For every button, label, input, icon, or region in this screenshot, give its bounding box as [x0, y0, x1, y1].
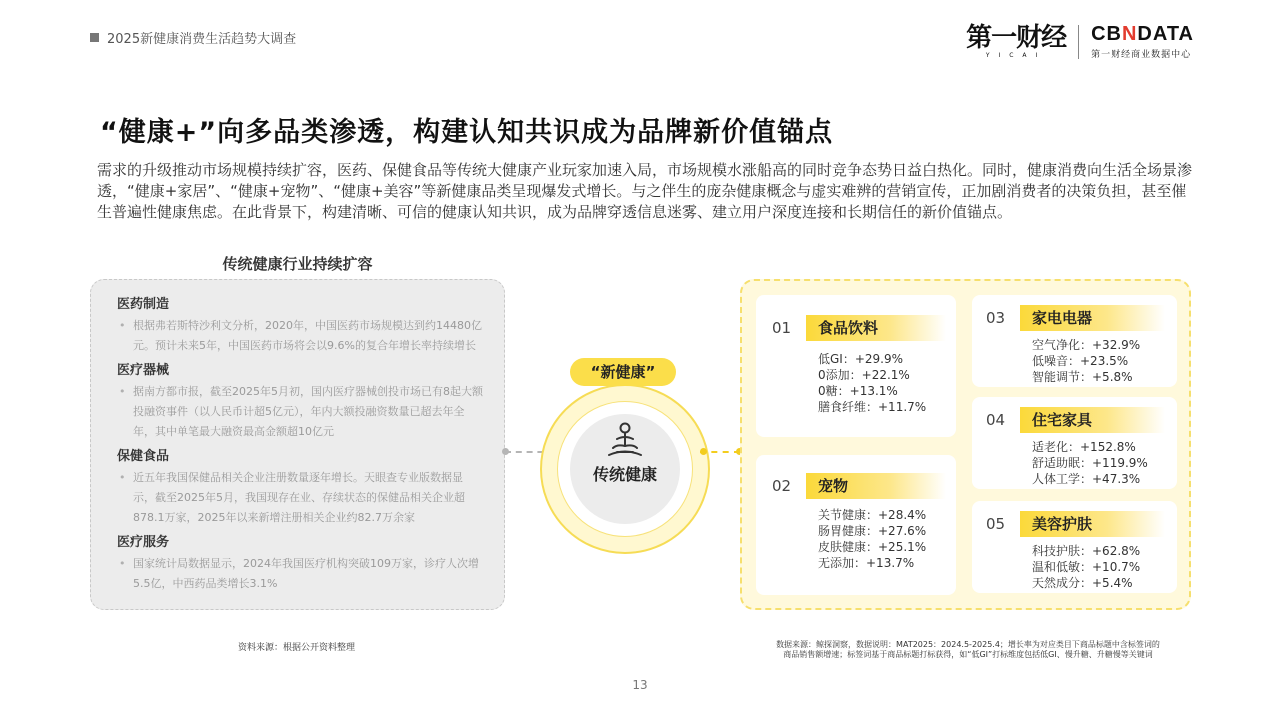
card-stats — [1032, 439, 1148, 487]
card-number: 03 — [986, 309, 1006, 327]
category-text: • 据南方都市报，截至2025年5月初，国内医疗器械创投市场已有8起大额投融资事件（以人民币计超5亿元），年内大额投融资数量已超去年全年，其中单笔最大融资最高金额超10亿元 — [117, 382, 484, 442]
connector-dot — [502, 448, 509, 455]
category-card-furniture — [972, 397, 1177, 489]
new-health-pill: “新健康” — [570, 358, 676, 386]
stat-line: 舒适助眠：+119.9% — [1032, 456, 1148, 470]
logo-divider — [1078, 25, 1079, 59]
stat-line: 肠胃健康：+27.6% — [818, 524, 927, 538]
category-card-food — [756, 295, 956, 437]
category-text: • 国家统计局数据显示，2024年我国医疗机构突破109万家，诊疗人次增5.5亿，中西药品类增长3.1% — [117, 554, 484, 594]
yicai-logo-subtext: YICAI — [985, 52, 1047, 59]
right-source-note — [752, 640, 1184, 660]
stat-line: 低GI：+29.9% — [818, 352, 904, 366]
category-block — [117, 446, 484, 528]
cbndata-n: N — [1121, 23, 1138, 45]
card-stats — [1032, 543, 1140, 591]
stat-line: 膳食纤维：+11.7% — [818, 400, 927, 414]
traditional-health-panel — [90, 279, 505, 610]
report-tag — [90, 28, 296, 47]
stat-line: 天然成分：+5.4% — [1032, 576, 1133, 590]
card-number: 05 — [986, 515, 1006, 533]
card-stats — [1032, 337, 1140, 385]
card-number: 04 — [986, 411, 1006, 429]
page-number: 13 — [632, 678, 648, 692]
stat-line: 智能调节：+5.8% — [1032, 370, 1133, 384]
stat-line: 空气净化：+32.9% — [1032, 338, 1141, 352]
cbndata-logo — [1091, 24, 1194, 60]
cbndata-suffix: DATA — [1137, 23, 1194, 45]
source-line: 数据来源：鲸探洞察，数据说明：MAT2025：2024.5-2025.4；增长率为对应类目下商品标题中含标签词的 — [776, 640, 1160, 649]
category-block — [117, 532, 484, 594]
new-health-panel — [740, 279, 1191, 610]
connector-dot — [700, 448, 707, 455]
card-title: 住宅家具 — [1020, 407, 1165, 433]
category-card-pet — [756, 455, 956, 595]
stat-line: 皮肤健康：+25.1% — [818, 540, 927, 554]
stat-line: 人体工学：+47.3% — [1032, 472, 1141, 486]
card-title: 宠物 — [806, 473, 946, 499]
stat-line: 温和低敏：+10.7% — [1032, 560, 1141, 574]
source-line: 商品销售额增速；标签词基于商品标题打标获得，如“低GI”打标维度包括低GI、慢升糖、升糖慢等关键词 — [783, 650, 1153, 659]
yicai-logo — [966, 25, 1066, 59]
category-title: 医药制造 — [117, 297, 170, 312]
logo-area — [966, 24, 1194, 60]
stat-line: 科技护肤：+62.8% — [1032, 544, 1141, 558]
cbndata-logo-subtext: 第一财经商业数据中心 — [1091, 50, 1192, 60]
category-title: 医疗服务 — [117, 535, 170, 550]
square-bullet-icon — [90, 33, 99, 42]
report-title: 2025新健康消费生活趋势大调查 — [107, 32, 297, 47]
category-block — [117, 360, 484, 442]
cbndata-logo-text — [1091, 24, 1194, 44]
stat-line: 0糖：+13.1% — [818, 384, 898, 398]
intro-paragraph: 需求的升级推动市场规模持续扩容，医药、保健食品等传统大健康产业玩家加速入局，市场规模水涨船高的同时竞争态势日益白热化。同时，健康消费向生活全场景渗透，“健康+家居”、“健康+宠物”、“健康+美容”等新健康品类呈现爆发式增长。与之伴生的庞杂健康概念与虚实难辨的营销宣传，正加剧消费者的决策负担，甚至催生普遍性健康焦虑。在此背景下，构建清晰、可信的健康认知共识，成为品牌穿透信息迷雾、建立用户深度连接和长期信任的新价值锚点。 — [97, 161, 1193, 221]
card-title: 家电电器 — [1020, 305, 1165, 331]
stat-line: 0添加：+22.1% — [818, 368, 910, 382]
stat-line: 适老化：+152.8% — [1032, 440, 1136, 454]
page-title: “健康+”向多品类渗透，构建认知共识成为品牌新价值锚点 — [100, 117, 834, 148]
category-title: 医疗器械 — [117, 363, 170, 378]
card-number: 01 — [772, 319, 792, 337]
card-stats — [818, 351, 926, 415]
cbndata-prefix: CB — [1091, 23, 1122, 45]
traditional-health-label: 传统健康 — [592, 465, 657, 484]
card-title: 食品饮料 — [806, 315, 946, 341]
category-title: 保健食品 — [117, 449, 170, 464]
left-panel-title: 传统健康行业持续扩容 — [222, 255, 373, 273]
stat-line: 无添加：+13.7% — [818, 556, 915, 570]
card-number: 02 — [772, 477, 792, 495]
left-source-note: 资料来源：根据公开资料整理 — [238, 643, 356, 653]
category-text: • 根据弗若斯特沙利文分析，2020年，中国医药市场规模达到约14480亿元。预计未来5年，中国医药市场将会以9.6%的复合年增长率持续增长 — [117, 316, 484, 356]
card-title: 美容护肤 — [1020, 511, 1165, 537]
category-card-appliance — [972, 295, 1177, 387]
meditation-icon — [603, 422, 647, 464]
yicai-logo-text: 第一财经 — [966, 23, 1067, 53]
category-block — [117, 294, 484, 356]
stat-line: 关节健康：+28.4% — [818, 508, 927, 522]
card-stats — [818, 507, 926, 571]
category-text: • 近五年我国保健品相关企业注册数量逐年增长。天眼查专业版数据显示，截至2025年5月，我国现存在业、存续状态的保健品相关企业超878.1万家，2025年以来新增注册相关企业约82.7万余家 — [117, 468, 484, 528]
stat-line: 低噪音：+23.5% — [1032, 354, 1129, 368]
category-card-skincare — [972, 501, 1177, 593]
